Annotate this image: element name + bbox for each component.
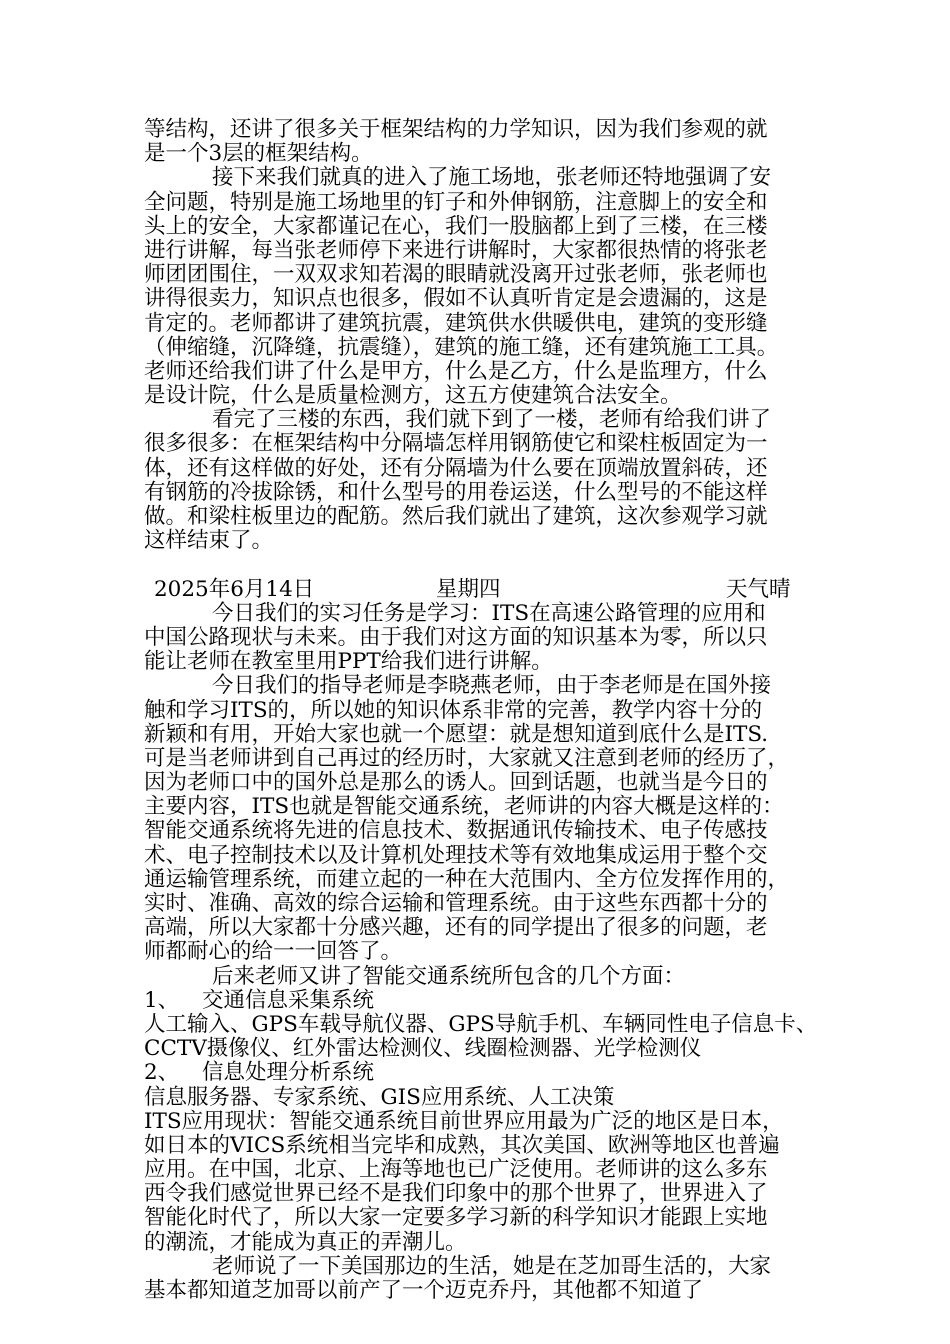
text-line: 高端，所以大家都十分感兴趣，还有的同学提出了很多的问题，老: [144, 915, 768, 941]
text-line: 因为老师口中的国外总是那么的诱人。回到话题，也就当是今日的: [144, 770, 768, 796]
text-line: 师都耐心的给一一回答了。: [144, 939, 403, 965]
paragraph-its-aspects-intro: [144, 965, 824, 989]
text-line: 很多很多：在框架结构中分隔墙怎样用钢筋使它和梁柱板固定为一: [144, 431, 768, 457]
diary-date: 2025年6月14日: [154, 576, 315, 602]
paragraph-its-introduction: [144, 674, 824, 964]
list-item-info-collection: [144, 989, 824, 1062]
diary-header: [144, 578, 824, 602]
list-item-heading: [144, 989, 824, 1013]
list-number: 2、: [144, 1060, 180, 1086]
text-line: 后来老师又讲了智能交通系统所包含的几个方面：: [212, 963, 686, 989]
text-line: 肯定的。老师都讲了建筑抗震，建筑供水供暖供电，建筑的变形缝: [144, 310, 768, 336]
text-line: 的潮流，才能成为真正的弄潮儿。: [144, 1229, 467, 1255]
diary-weekday: 星期四: [436, 576, 501, 602]
text-line: 是设计院，什么是质量检测方，这五方使建筑合法安全。: [144, 383, 682, 409]
text-line: 体，还有这样做的好处，还有分隔墙为什么要在顶端放置斜砖，还: [144, 455, 768, 481]
paragraph-its-status: [144, 1110, 824, 1255]
list-item-info-processing: [144, 1061, 824, 1109]
text-line: 能让老师在教室里用PPT给我们进行讲解。: [144, 649, 553, 675]
blank-line: [144, 553, 824, 577]
text-line: 如日本的VICS系统相当完毕和成熟，其次美国、欧洲等地区也普遍: [144, 1132, 780, 1158]
text-line: 进行讲解，每当张老师停下来进行讲解时，大家都很热情的将张老: [144, 237, 768, 263]
paragraph-us-life: [144, 1255, 824, 1303]
text-line: 智能交通系统将先进的信息技术、数据通讯传输技术、电子传感技: [144, 818, 768, 844]
text-line: 信息服务器、专家系统、GIS应用系统、人工决策: [144, 1084, 615, 1110]
text-line: 智能化时代了，所以大家一定要多学习新的科学知识才能跟上实地: [144, 1205, 768, 1231]
text-line: 人工输入、GPS车载导航仪器、GPS导航手机、车辆同性电子信息卡、: [144, 1011, 818, 1037]
text-line: 接下来我们就真的进入了施工场地，张老师还特地强调了安: [212, 165, 772, 191]
text-line: 触和学习ITS的，所以她的知识体系非常的完善，教学内容十分的: [144, 697, 763, 723]
text-line: 头上的安全，大家都谨记在心，我们一股脑都上到了三楼，在三楼: [144, 213, 768, 239]
text-line: 做。和梁柱板里边的配筋。然后我们就出了建筑，这次参观学习就: [144, 504, 768, 529]
text-line: 是一个3层的框架结构。: [144, 141, 373, 167]
text-line: 今日我们的指导老师是李晓燕老师，由于李老师是在国外接: [212, 673, 772, 699]
text-line: 术、电子控制技术以及计算机处理技术等有效地集成运用于整个交: [144, 842, 768, 868]
paragraph-construction-site: [144, 166, 824, 408]
text-line: CCTV摄像仪、红外雷达检测仪、线圈检测器、光学检测仪: [144, 1036, 702, 1062]
paragraph-framework-structure: [144, 118, 824, 166]
text-line: 老师说了一下美国那边的生活，她是在芝加哥生活的，大家: [212, 1253, 772, 1279]
paragraph-first-floor: [144, 408, 824, 553]
list-number: 1、: [144, 987, 180, 1013]
text-line: 有钢筋的冷拔除锈，和什么型号的用卷运送，什么型号的不能这样: [144, 479, 768, 505]
text-line: 师团团围住，一双双求知若渴的眼睛就没离开过张老师，张老师也: [144, 262, 768, 288]
text-line: （伸缩缝，沉降缝，抗震缝），建筑的施工缝，还有建筑施工工具。: [144, 334, 779, 360]
diary-weather: 天气晴: [726, 576, 791, 602]
list-title: 交通信息采集系统: [202, 987, 375, 1013]
list-item-heading: [144, 1061, 824, 1085]
text-line: 老师还给我们讲了什么是甲方，什么是乙方，什么是监理方，什么: [144, 358, 768, 384]
text-line: 今日我们的实习任务是学习：ITS在高速公路管理的应用和: [212, 600, 766, 626]
text-line: 通运输管理系统，而建立起的一种在大范围内、全方位发挥作用的，: [144, 866, 790, 892]
text-line: 西令我们感觉世界已经不是我们印象中的那个世界了，世界进入了: [144, 1181, 768, 1207]
text-line: 讲得很卖力，知识点也很多，假如不认真听肯定是会遗漏的，这是: [144, 286, 768, 312]
paragraph-internship-task: [144, 602, 824, 675]
list-title: 信息处理分析系统: [202, 1060, 375, 1086]
text-line: 应用。在中国，北京、上海等地也已广泛使用。老师讲的这么多东: [144, 1157, 768, 1183]
text-line: 可是当老师讲到自己再过的经历时，大家就又注意到老师的经历了，: [144, 745, 790, 771]
text-line: 这样结束了。: [144, 528, 274, 554]
text-line: 等结构，还讲了很多关于框架结构的力学知识，因为我们参观的就: [144, 117, 768, 142]
document-page: [144, 118, 824, 1303]
text-line: 基本都知道芝加哥以前产了一个迈克乔丹，其他都不知道了: [144, 1278, 704, 1303]
text-line: 看完了三楼的东西，我们就下到了一楼，老师有给我们讲了: [212, 407, 772, 433]
text-line: 实时、准确、高效的综合运输和管理系统。由于这些东西都十分的: [144, 891, 768, 916]
text-line: 新颖和有用，开始大家也就一个愿望：就是想知道到底什么是ITS.: [144, 721, 769, 747]
text-line: 全问题，特别是施工场地里的钉子和外伸钢筋，注意脚上的安全和: [144, 189, 768, 215]
text-line: 主要内容，ITS也就是智能交通系统，老师讲的内容大概是这样的：: [144, 794, 784, 820]
text-line: 中国公路现状与未来。由于我们对这方面的知识基本为零，所以只: [144, 624, 768, 650]
text-line: ITS应用现状：智能交通系统目前世界应用最为广泛的地区是日本，: [144, 1108, 784, 1134]
